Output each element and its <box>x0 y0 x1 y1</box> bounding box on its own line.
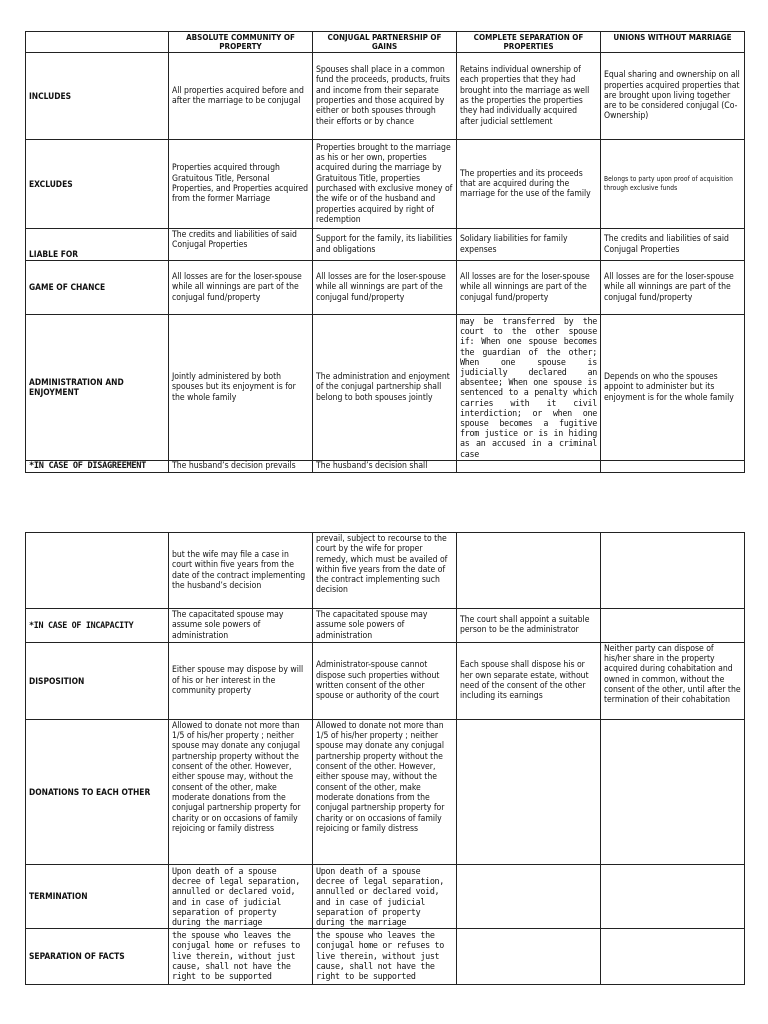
table-cell: The court shall appoint a suitable person to be the administrator <box>457 609 601 643</box>
header-complete-separation: COMPLETE SEPARATION OF PROPERTIES <box>457 32 601 53</box>
table-cell: All losses are for the loser-spouse while all winnings are part of the conjugal fund/property <box>457 261 601 315</box>
row-label: INCLUDES <box>26 53 169 140</box>
table-cell: Properties acquired through Gratuitous Title, Personal Properties, and Properties acquired from the former Marriage <box>169 140 313 229</box>
row-label: *IN CASE OF INCAPACITY <box>26 609 169 643</box>
row-label: ADMINISTRATION AND ENJOYMENT <box>26 315 169 461</box>
table-cell: Upon death of a spouse decree of legal separation, annulled or declared void, and in case of judicial separation of property during the marriage <box>169 864 313 928</box>
table-cell: Support for the family, its liabilities and obligations <box>313 229 457 261</box>
table-cell: Allowed to donate not more than 1/5 of his/her property ; neither spouse may donate any conjugal partnership property without the consent of the other. However, either spouse may, without the consent of the other, make moderate donations from the conjugal partnership property for charity or on occasions of family rejoicing or family distress <box>313 719 457 864</box>
header-row <box>26 32 745 53</box>
table-cell <box>601 864 745 928</box>
table-cell: Solidary liabilities for family expenses <box>457 229 601 261</box>
table-cell <box>457 864 601 928</box>
row-label: DONATIONS TO EACH OTHER <box>26 719 169 864</box>
table-cell <box>457 533 601 609</box>
row-label: *IN CASE OF DISAGREEMENT <box>26 460 169 472</box>
header-conjugal-partnership: CONJUGAL PARTNERSHIP OF GAINS <box>313 32 457 53</box>
table-row <box>26 642 745 719</box>
table-cell: Allowed to donate not more than 1/5 of his/her property ; neither spouse may donate any conjugal partnership property without the consent of the other. However, either spouse may, without the consent of the other, make moderate donations from the conjugal partnership property for charity or on occasions of family rejoicing or family distress <box>169 719 313 864</box>
table-cell: may be transferred by the court to the other spouse if: When one spouse becomes the guardian of the other; When one spouse is judicially declared an absentee; When one spouse is sentenced to a penalty which carries with it civil interdiction; or when one spouse becomes a fugitive from justice or is in hiding as an accused in a criminal case <box>457 315 601 461</box>
table-cell: Depends on who the spouses appoint to administer but its enjoyment is for the whole family <box>601 315 745 461</box>
table-cell: Upon death of a spouse decree of legal separation, annulled or declared void, and in case of judicial separation of property during the marriage <box>313 864 457 928</box>
table-row <box>26 864 745 928</box>
row-label: TERMINATION <box>26 864 169 928</box>
table-cell: Administrator-spouse cannot dispose such properties without written consent of the other spouse or authority of the court <box>313 642 457 719</box>
comparison-table-top <box>25 31 745 473</box>
table-cell: All losses are for the loser-spouse while all winnings are part of the conjugal fund/property <box>169 261 313 315</box>
table-cell <box>457 460 601 472</box>
table-cell: Spouses shall place in a common fund the proceeds, products, fruits and income from their separate properties and those acquired by either or both spouses through their efforts or by chance <box>313 53 457 140</box>
header-absolute-community: ABSOLUTE COMMUNITY OF PROPERTY <box>169 32 313 53</box>
table-cell: The administration and enjoyment of the conjugal partnership shall belong to both spouses jointly <box>313 315 457 461</box>
table-cell: Jointly administered by both spouses but its enjoyment is for the whole family <box>169 315 313 461</box>
table-row <box>26 929 745 985</box>
table-row <box>26 140 745 229</box>
row-label: LIABLE FOR <box>26 229 169 261</box>
table-cell: the spouse who leaves the conjugal home or refuses to live therein, without just cause, shall not have the right to be supported <box>313 929 457 985</box>
row-label: GAME OF CHANCE <box>26 261 169 315</box>
header-corner <box>26 32 169 53</box>
table-cell <box>601 609 745 643</box>
table-row <box>26 533 745 609</box>
table-cell: All losses are for the loser-spouse while all winnings are part of the conjugal fund/property <box>601 261 745 315</box>
table-cell: The credits and liabilities of said Conjugal Properties <box>169 229 313 261</box>
table-cell: the spouse who leaves the conjugal home or refuses to live therein, without just cause, shall not have the right to be supported <box>169 929 313 985</box>
table-cell: but the wife may file a case in court within five years from the date of the contract implementing the husband’s decision <box>169 533 313 609</box>
table-cell <box>457 929 601 985</box>
table-row <box>26 719 745 864</box>
row-label: SEPARATION OF FACTS <box>26 929 169 985</box>
table-cell: Equal sharing and ownership on all properties acquired properties that are brought upon living together are to be considered conjugal (Co-Ownership) <box>601 53 745 140</box>
row-label <box>26 533 169 609</box>
table-cell: All losses are for the loser-spouse while all winnings are part of the conjugal fund/property <box>313 261 457 315</box>
row-label: DISPOSITION <box>26 642 169 719</box>
comparison-table-bottom <box>25 532 745 985</box>
table-cell <box>601 460 745 472</box>
table-cell: All properties acquired before and after the marriage to be conjugal <box>169 53 313 140</box>
table-row <box>26 229 745 261</box>
row-label: EXCLUDES <box>26 140 169 229</box>
header-unions-without-marriage: UNIONS WITHOUT MARRIAGE <box>601 32 745 53</box>
table-row <box>26 460 745 472</box>
table-cell: The capacitated spouse may assume sole powers of administration <box>313 609 457 643</box>
table-cell <box>601 533 745 609</box>
table-row <box>26 609 745 643</box>
table-cell: The husband’s decision prevails <box>169 460 313 472</box>
table-cell: Either spouse may dispose by will of his or her interest in the community property <box>169 642 313 719</box>
table-cell: Each spouse shall dispose his or her own separate estate, without need of the consent of the other including its earnings <box>457 642 601 719</box>
table-cell: The husband’s decision shall <box>313 460 457 472</box>
table-cell: Retains individual ownership of each properties that they had brought into the marriage as well as the properties the properties they had individually acquired after judicial settlement <box>457 53 601 140</box>
table-cell: Neither party can dispose of his/her share in the property acquired during cohabitation and owned in common, without the consent of the other, until after the termination of their cohabitation <box>601 642 745 719</box>
table-row <box>26 261 745 315</box>
table-cell: Properties brought to the marriage as his or her own, properties acquired during the marriage by Gratuitous Title, properties purchased with exclusive money of the wife or of the husband and properties acquired by right of redemption <box>313 140 457 229</box>
table-cell: The credits and liabilities of said Conjugal Properties <box>601 229 745 261</box>
table-cell: prevail, subject to recourse to the court by the wife for proper remedy, which must be availed of within five years from the date of the contract implementing such decision <box>313 533 457 609</box>
table-row <box>26 315 745 461</box>
table-cell: The properties and its proceeds that are acquired during the marriage for the use of the family <box>457 140 601 229</box>
table-cell: The capacitated spouse may assume sole powers of administration <box>169 609 313 643</box>
table-row <box>26 53 745 140</box>
table-cell <box>601 929 745 985</box>
table-cell: Belongs to party upon proof of acquisition through exclusive funds <box>601 140 745 229</box>
table-cell <box>457 719 601 864</box>
table-cell <box>601 719 745 864</box>
